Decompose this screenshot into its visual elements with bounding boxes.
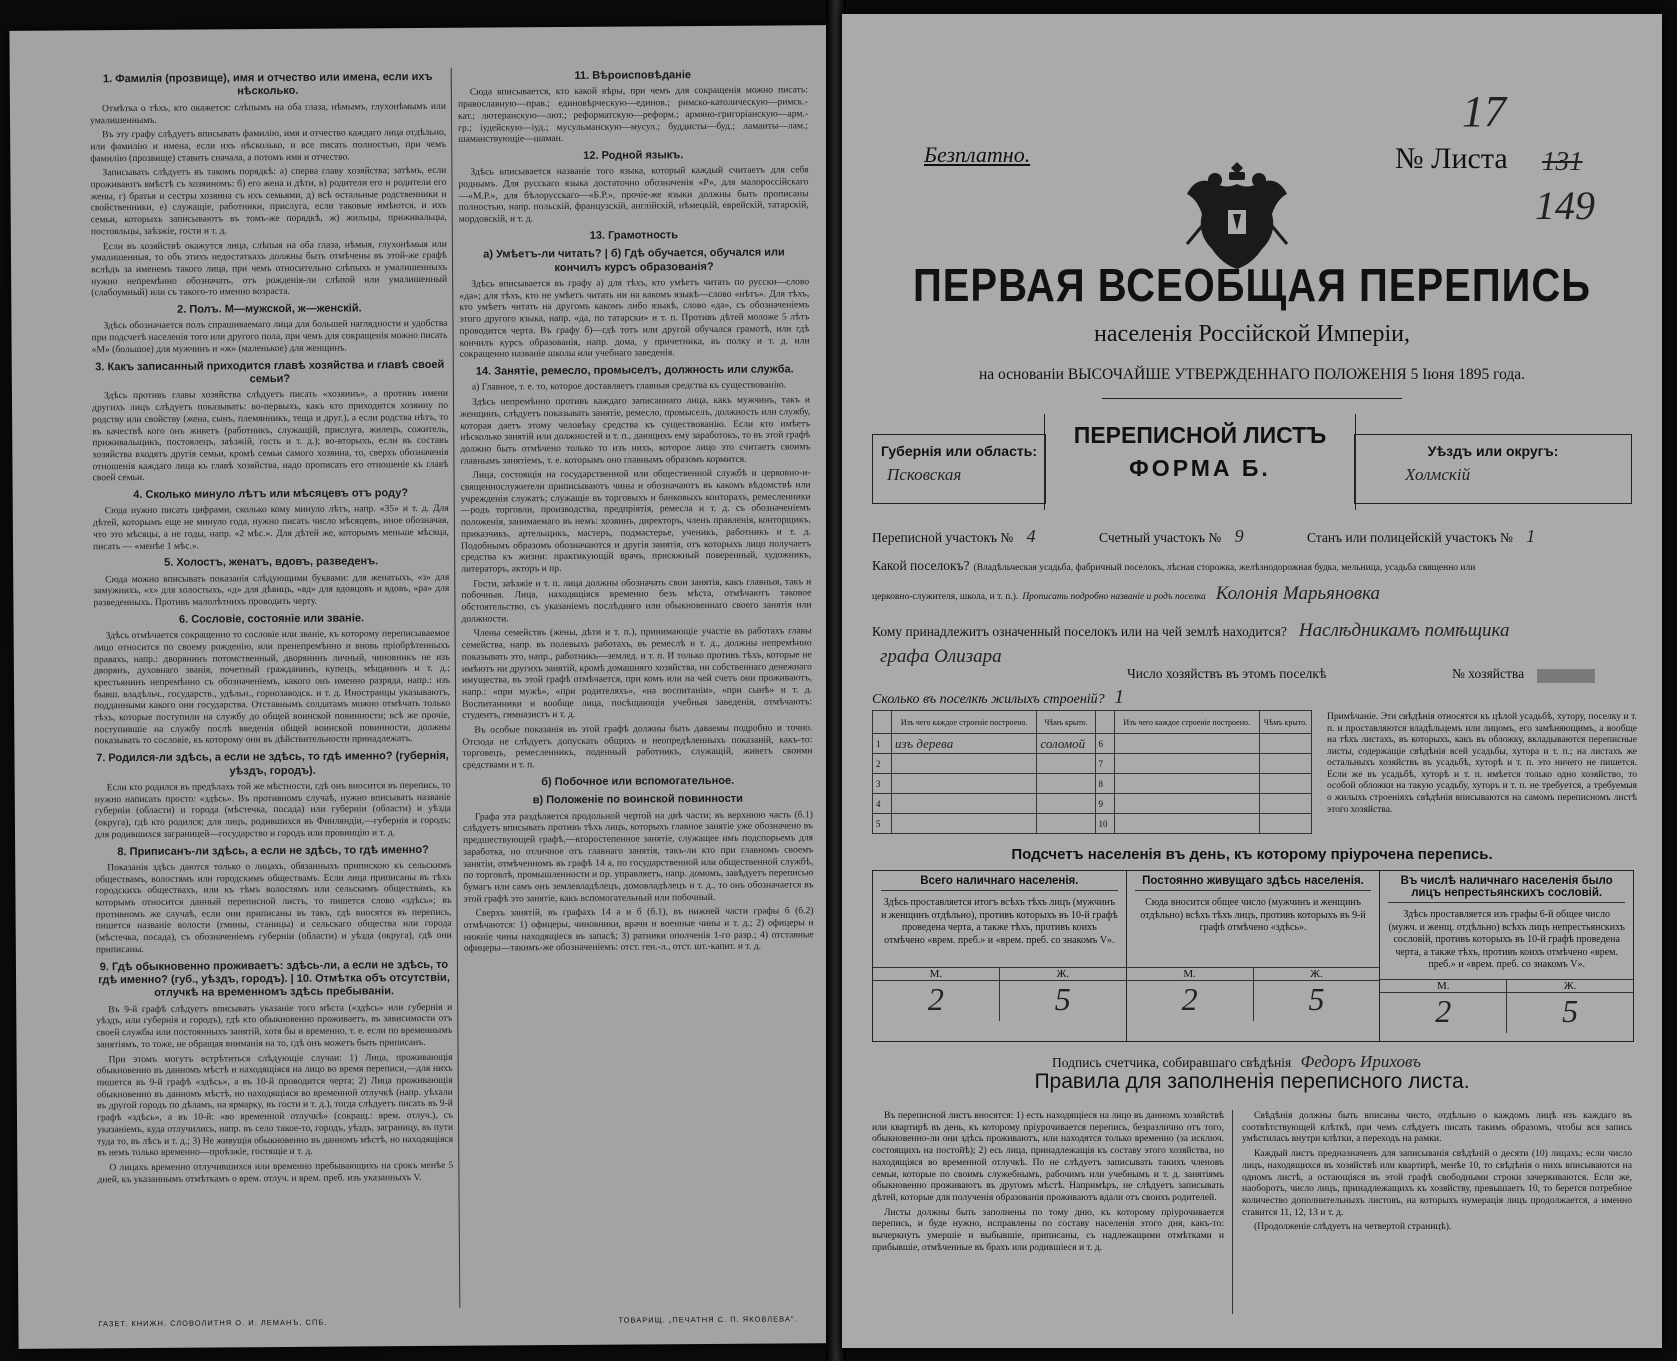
count-column-body: Сюда вносится общее число (мужчинъ и женщинъ отдѣльно) всѣхъ тѣхъ лицъ, противъ которыхъ въ 9-й графѣ отмѣчено «здѣсь». (1140, 897, 1366, 933)
district-line (872, 526, 1632, 547)
count-district-value: 9 (1234, 526, 1244, 546)
material-cell (892, 754, 1037, 774)
count-column-head: Въ числѣ наличнаго населенія было лицъ непрестьянскихъ сословій. (1388, 875, 1625, 903)
buildings-header-cell: Чѣмъ крыто. (1259, 711, 1311, 734)
owner-value-1: Наслѣдникамъ помѣщика (1298, 620, 1510, 641)
row-number: 6 (1095, 734, 1114, 754)
rules-title: Правила для заполненія переписного листа. (1034, 1070, 1470, 1093)
buildings-grid (872, 710, 1312, 834)
households-label: Число хозяйствъ въ этомъ поселкѣ (1127, 666, 1327, 681)
buildings-header-cell: Изъ чего каждое строеніе построено. (892, 711, 1037, 734)
rules-column-2 (1242, 1110, 1632, 1236)
count-values-row (873, 981, 1126, 1021)
instruction-paragraph: Графа эта раздѣляется продольной чертой на двѣ части; въ верхнюю часть (б.1) слѣдуетъ вписывать противъ тѣхъ лицъ, которыхъ главное занятіе уже обозначено въ предшествующей графѣ,—второстепенное занятіе, служащее имъ подспорьемъ для заработка, но отличное отъ главнаго занятія, такъ-ли кто при главномъ своемъ занятіи, отмѣченномъ въ графѣ 14 а, по государственной или общественной службѣ, по торговлѣ, промышленности и пр. управляетъ, напр. домомъ, завѣдуетъ переписью бумагъ или самъ онъ землевладѣлецъ, домовладѣлецъ и т. д., то онъ обозначается въ этой графѣ это занятіе, какъ вспомогательный или побочный. (462, 808, 814, 905)
row-number: 1 (873, 734, 892, 754)
census-subtitle: населенія Россійской Имперіи, (1094, 321, 1410, 347)
instruction-heading: в) Положеніе по воинской повинности (532, 793, 743, 807)
rules-column-1 (872, 1110, 1224, 1256)
male-count: 2 (873, 981, 1000, 1021)
instruction-paragraph: Здѣсь противъ главы хозяйства слѣдуетъ писать «хозяинъ», а противъ имени другихъ лицъ слѣдуетъ показывать: во-первыхъ, какъ кто приходится хозяину по родству или свойству (жена, сынъ, племянникъ, теща и друг.), а если родства нѣтъ, то въ качествѣ кого онъ живетъ (работникъ, служащій, прислуга, жилецъ, сожитель, приживальщикъ, постоялецъ, заѣзжій, гость и т. д.); во-вторыхъ, если въ составъ хозяйства входятъ другія семьи, кромѣ семьи самого хозяина, то, сверхъ обозначенія отношенія каждаго лица къ главѣ хозяйства, надо прописать его отношеніе къ главѣ своей семьи. (92, 388, 449, 484)
stan-label: Станъ или полицейскій участокъ № (1307, 530, 1513, 545)
material-cell (1114, 754, 1259, 774)
row-number: 2 (873, 754, 892, 774)
material-cell (1114, 774, 1259, 794)
material-cell (1114, 734, 1259, 754)
instruction-paragraph: Въ особые показанія въ этой графѣ должны быть даваемы подробно и точно. Отсюда не слѣдуетъ допускать общихъ и неопредѣленныхъ показаній, какъ-то: торговецъ, ремесленникъ, поденный работникъ, служащій, живетъ своими средствами и т. п. (462, 722, 813, 771)
census-district-label: Переписной участокъ № (872, 530, 1014, 545)
instructions-column-2 (458, 63, 814, 958)
material-cell (892, 814, 1037, 834)
row-number: 7 (1095, 754, 1114, 774)
census-form-page (842, 14, 1662, 1348)
signature-row (1052, 1052, 1421, 1072)
guberniya-value: Псковская (887, 465, 962, 484)
count-values-row (1127, 981, 1380, 1021)
roof-cell (1037, 814, 1095, 834)
instruction-paragraph: Отмѣтка о тѣхъ, кто окажется: слѣпымъ на оба глаза, нѣмымъ, глухонѣмымъ или умалишеннымъ. (89, 100, 446, 126)
rules-paragraph: Листы должны быть заполнены по тому дню, къ которому пріурочивается перепись, и буде нужно, исправлены по составу населенія этого дня, какъ-то: вычеркнуть умершіе и выбывшіе, приписаны, съ надлежащими отмѣтками и прибывшіе, отмѣченные въ брахъ или родившіеся и т. д. (872, 1206, 1224, 1253)
buildings-header-cell (873, 711, 892, 734)
row-number: 4 (873, 794, 892, 814)
female-count: 5 (1562, 993, 1579, 1029)
census-title: ПЕРВАЯ ВСЕОБЩАЯ ПЕРЕПИСЬ (913, 260, 1591, 312)
instruction-paragraph: Показанія здѣсь даются только о лицахъ, обязанныхъ припискою къ сельскимъ обществамъ, волостямъ или городскимъ обществамъ. Если лица приписаны въ тѣхъ городскихъ обществахъ, или къ тѣмъ волостямъ или сельскимъ обществамъ, къ которымъ относится данный переписной листъ, то пишется слово «здѣсь»; въ противномъ же случаѣ, если они приписаны въ такъ, гдѣ вносятся въ перепись, пишется названіе волости (гмины, станицы) и сельскаго общества или города (мѣстечка, посада), съ обозначеніемъ губерніи (области) и уѣзда (округа), гдѣ они приписаны. (95, 859, 452, 956)
free-of-charge-label: Безплатно. (924, 142, 1031, 167)
count-column (873, 871, 1127, 1041)
instruction-heading: 7. Родился-ли здѣсь, а если не здѣсь, то гдѣ именно? (губернія, уѣздъ, городъ). (96, 750, 449, 777)
female-label: Ж. (1310, 968, 1323, 980)
count-column-head: Всего наличнаго населенія. (881, 875, 1118, 891)
uezd-label: Уѣздъ или округъ: (1427, 443, 1559, 459)
stan-value: 1 (1526, 526, 1536, 546)
uezd-box (1354, 434, 1632, 504)
instruction-paragraph: Въ 9-й графѣ слѣдуетъ вписывать указаніе того мѣста («здѣсь» или губернія и уѣздъ, или губернія и городъ), гдѣ кто обыкновенно проживаетъ, въ зависимости отъ своей службы или постоянныхъ занятій, хотя бы и временно, т. е. если по временнымъ занятіямъ, то тоже, не обращая вниманія на то, гдѣ онъ можетъ быть приписанъ. (96, 1001, 453, 1051)
roof-cell (1259, 814, 1311, 834)
material-cell (892, 794, 1037, 814)
uezd-value: Холмскій (1405, 465, 1471, 484)
signature-label: Подпись счетчика, собиравшаго свѣдѣнія (1052, 1055, 1292, 1070)
count-district-label: Счетный участокъ № (1099, 530, 1222, 545)
buildings-header-cell: Чѣмъ крыто. (1037, 711, 1095, 734)
instruction-heading: б) Побочное или вспомогательное. (541, 774, 735, 789)
household-number-redacted (1537, 669, 1595, 683)
instruction-heading: 3. Какъ записанный приходится главѣ хозяйства и главѣ своей семьи? (95, 358, 445, 386)
count-column (1127, 871, 1381, 1041)
material-cell (892, 774, 1037, 794)
roof-cell (1259, 774, 1311, 794)
instruction-paragraph: Здѣсь непремѣнно противъ каждаго записаннаго лица, какъ мужчинъ, такъ и женщинъ, слѣдуетъ показывать занятіе, ремесло, промыселъ, должность или службу, которая даетъ этому человѣку средства къ существованію. Если кто имѣетъ нѣсколько занятій или должностей и т. п., дающихъ ему заработокъ, то въ этой графѣ должно быть отмѣчено только то изъ нихъ, которое лицо это считаетъ своимъ главнымъ занятіемъ, т. е. которымъ оно главнымъ образомъ кормится. (460, 394, 811, 467)
roof-cell (1037, 794, 1095, 814)
instruction-paragraph: Сюда нужно писать цифрами, сколько кому минуло лѣтъ, напр. «35» и т. д. Для дѣтей, которымъ еще не минуло года, нужно писать число мѣсяцевъ, иное обозначая, что это мѣсяцы, а не годы, напр. «2 мѣс.». Для дѣтей же, которымъ меньше мѣсяца, писать — «менѣе 1 мѣс.». (92, 503, 449, 552)
double-headed-eagle-icon (1177, 154, 1297, 274)
male-count: 2 (1127, 981, 1254, 1021)
instruction-heading: 5. Холостъ, женатъ, вдовъ, разведенъ. (164, 555, 379, 570)
population-count-table (872, 870, 1634, 1042)
count-values-row (1380, 993, 1633, 1033)
table-row (873, 814, 1312, 834)
separator-line (1102, 398, 1402, 399)
count-column-body: Здѣсь проставляется итогъ всѣхъ тѣхъ лицъ (мужчинъ и женщинъ отдѣльно), противъ которыхъ въ 10-й графѣ проведена черта, а также тѣхъ, противъ коихъ отмѣчено «врем. преб.» и «врем. преб. со знакомъ V». (881, 897, 1118, 946)
instruction-heading: 14. Занятіе, ремесло, промыселъ, должность или служба. (475, 363, 794, 378)
table-row (873, 754, 1312, 774)
row-number: 8 (1095, 774, 1114, 794)
female-count: 5 (1054, 981, 1071, 1017)
instruction-heading: а) Умѣетъ-ли читать? | б) Гдѣ обучается, обучался или кончилъ курсъ образованія? (483, 246, 785, 274)
instruction-paragraph: а) Главное, т. е. то, которое доставляетъ главныя средства къ существованію. (471, 379, 787, 394)
row-number: 10 (1095, 814, 1114, 834)
instruction-heading: 11. Вѣроисповѣданіе (574, 69, 692, 82)
buildings-header-cell: Изъ чего каждое строеніе построено. (1114, 711, 1259, 734)
sex-labels-row (1127, 967, 1380, 981)
signature-value: Федоръ Ириховъ (1300, 1052, 1421, 1071)
roof-cell: соломой (1037, 734, 1095, 754)
population-count-title: Подсчетъ населенія въ день, къ которому пріурочена перепись. (1011, 846, 1493, 863)
guberniya-label: Губернія или область: (880, 443, 1038, 459)
sex-labels-row (1380, 979, 1633, 993)
sheet-number-label: № Листа (1395, 142, 1508, 175)
row-number: 9 (1095, 794, 1114, 814)
instruction-heading: 4. Сколько минуло лѣтъ или мѣсяцевъ отъ роду? (133, 487, 409, 502)
instruction-paragraph: Лица, состоящія на государственной или общественной службѣ и церковно-и-священнослужители приписываютъ чины и обозначаютъ въ какомъ вѣдомствѣ или учрежденіи служатъ; служащіе въ торговыхъ и банковыхъ конторахъ, ремесленники—родъ торговли, производства, предпріятія, ремесла и т. д. съ обозначеніемъ положенія, занимаемаго въ немъ: хозяинъ, директоръ, членъ правленія, конторщикъ, приказчикъ, артельщикъ, мастеръ, подмастерье, ученикъ, работникъ и т. д. Подобнымъ образомъ обозначаются и другія занятія, отъ которыхъ лицо получаетъ средства къ жизни: практикующій врачъ, присяжный поверенный, художникъ, литераторъ, акторъ и пр. (460, 467, 812, 575)
roof-cell (1037, 754, 1095, 774)
instruction-paragraph: Здѣсь отмѣчается сокращенно то сословіе или званіе, къ которому переписываемое лицо относится по своему рожденію, или пренепремѣнно и вновь пріобрѣтенныхъ правахъ, напр.: дворянинъ потомственный, дворянинъ личный, чиновникъ не изъ дворянъ, духовнаго званія, почетный гражданинъ, купецъ, мѣщанинъ и т. д.; крестьянинъ непремѣнно съ обозначеніемъ, какого онъ именно разряда, напр.: изъ бывш. владѣльч., государств., удѣльн., горнозаводск. и т. д. Иностранцы указываютъ, подданными какого они государства. Отставнымъ солдатамъ можно отмѣчать только тѣхъ, которые поступили на службу до общей воинской повинности; всѣ же прочіе, поступившіе на службу послѣ введенія общей воинской повинности, должны показывать то сословіе, къ которому они въ дѣйствительности принадлежатъ. (93, 627, 451, 747)
row-number: 5 (873, 814, 892, 834)
buildings-value: 1 (1114, 686, 1125, 708)
material-cell (1114, 814, 1259, 834)
table-row (873, 734, 1312, 754)
rules-paragraph: (Продолженіе слѣдуетъ на четвертой страницѣ). (1254, 1221, 1452, 1233)
form-letter: ФОРМА Б. (1129, 455, 1271, 481)
instruction-heading: 9. Гдѣ обыкновенно проживаетъ: здѣсь-ли, а если не здѣсь, то гдѣ именно? (губ., уѣздъ, городъ). | 10. Отмѣтка объ отсутствіи, отлучкѣ на временномъ здѣсь пребываніи. (98, 958, 450, 1000)
count-column-head: Постоянно живущаго здѣсь населенія. (1135, 875, 1372, 891)
settlement-hint-1: (Владѣльческая усадьба, фабричный поселокъ, лѣсная сторожка, желѣзнодорожная будка, мельница, усадьба священно или (973, 563, 1476, 573)
census-district-value: 4 (1026, 526, 1036, 546)
legal-basis-line: на основаніи ВЫСОЧАЙШЕ УТВЕРЖДЕННАГО ПОЛОЖЕНІЯ 5 Іюня 1895 года. (978, 366, 1526, 383)
printer-imprint-left: ГАЗЕТ. КНИЖН. СЛОВОЛИТНЯ О. И. ЛЕМАНЪ, СПБ. (98, 1317, 328, 1329)
buildings-header-row (873, 711, 1312, 734)
female-label: Ж. (1563, 980, 1577, 992)
sheet-number-value: 131 (1542, 146, 1583, 176)
buildings-label: Сколько въ поселкѣ жилыхъ строеній? (872, 692, 1105, 707)
buildings-count-row (872, 686, 1124, 709)
instruction-paragraph: Если кто родился въ предѣлахъ той же мѣстности, гдѣ онъ вносится въ перепись, то нужно написать просто: «здѣсь». Въ противномъ случаѣ, нужно вписывать названіе губерніи (области) и города (мѣстечка, посада) или губерніи (области) и уѣзда (округа), гдѣ кто родился; для лицъ, родившихся въ Финляндіи,—губернія и городъ; для родившихся заграницей—государство и городъ или провинцію и т. д. (94, 779, 451, 841)
left-instructions-page (9, 25, 836, 1349)
rules-paragraph: Каждый листъ предназначенъ для записыванія свѣдѣній о десяти (10) лицахъ; если число лицъ, находящихся въ хозяйствѣ или квартирѣ, менѣе 10, то свѣдѣнія о нихъ вписываются на одномъ листѣ, а остающіяся въ этой графѣ свободными строки зачеркиваются. Если же, наоборотъ, число лицъ, принадлежащихъ къ хозяйству, превышаетъ 10, то берется потребное количество дополнительныхъ листовъ, на которыхъ нумерація лицъ продолжается, а именно ставится 11, 12, 13 и т. д. (1242, 1148, 1632, 1218)
instruction-paragraph: Записывать слѣдуетъ въ такомъ порядкѣ: а) сперва главу хозяйства; затѣмъ, если проживаютъ вмѣстѣ съ хозяиномъ: б) его жена и дѣти, в) родители его и родители его жены, г) братья и сестры хозяина съ ихъ семьями, д) всѣ остальные родственники и свойственники, е) служащіе, работники, прислуга, если таковые имѣются, и ихъ семьи, которыхъ записываютъ въ томъ-же порядкѣ, ж) жильцы, приживальцы, постояльцы, заѣзжіе, гости и т. д. (90, 165, 447, 238)
owner-block (872, 620, 1632, 672)
household-number-label: № хозяйства (1452, 666, 1525, 681)
form-title: ПЕРЕПИСНОЙ ЛИСТЪ (1073, 422, 1327, 448)
buildings-table (872, 710, 1312, 834)
instruction-paragraph: О лицахъ временно отлучившихся или временно пребывающихъ на срокъ менѣе 5 дней, къ указаннымъ отмѣткамъ о врем. отлуч. и врем. преб. изъ указанныхъ V. (97, 1159, 454, 1185)
printer-imprint-right: ТОВАРИЩ. „ПЕЧАТНЯ С. П. ЯКОВЛЕВА". (618, 1314, 798, 1325)
handwritten-sheet-number: 149 (1535, 183, 1595, 228)
instruction-paragraph: Здѣсь вписывается въ графу а) для тѣхъ, кто умѣетъ читать по русски—слово «да»; для тѣхъ, кто не умѣетъ читать ни на какомъ языкѣ—слово «нѣтъ». Для тѣхъ, кто умѣетъ читать на другомъ какомъ либо языкѣ, слово «да», съ обозначеніемъ этого другого языка, напр. «да, по татарски» и т. п. Противъ дѣтей моложе 5 лѣтъ проводится черта. Въ графу б)—гдѣ тотъ или другой обучался грамотѣ, или гдѣ кончилъ курсъ образованія, напр. дома, у причетника, въ полку и т. д. или сокращенно названіе школы или учебнаго заведенія. (459, 276, 810, 361)
instruction-paragraph: Здѣсь обозначается полъ спрашиваемаго лица для большей наглядности и удобства при подсчетѣ населенія того или другого пола, при чемъ для сокращенія можно писать «М» (большое) для мужчинъ и «ж» (маленькое) для женщинъ. (91, 318, 448, 356)
instruction-paragraph: Члены семействъ (жены, дѣти и т. п.), принимающіе участіе въ работахъ главы семейства, напр. въ полевыхъ работахъ, въ ремеслѣ и т. д., должны непремѣнно показывать это, напр., работникъ—землед. и т. п. И только противъ тѣхъ, которые не имѣютъ ни другихъ занятій, кромѣ домашняго хозяйства, ни собственнаго денежнаго имущества, въ этой графѣ отмѣчается, при комъ или на чей счетъ они проживаютъ, напр.: «при мужѣ», «при родителяхъ», «на воспитаніи», «при сынѣ» и т. д. Воспитанники и вообще лица, посѣщающія учебныя заведенія, отмѣчаютъ: студентъ, гимназистъ и т. д. (461, 625, 813, 722)
male-count: 2 (1380, 993, 1507, 1033)
roof-cell (1259, 794, 1311, 814)
row-number: 3 (873, 774, 892, 794)
instruction-heading: 2. Полъ. М—мужской, ж—женскій. (177, 302, 362, 316)
form-title-box (1044, 414, 1356, 510)
material-cell: изъ дерева (892, 734, 1037, 754)
guberniya-box (872, 434, 1046, 504)
settlement-label: Какой поселокъ? (872, 558, 970, 573)
instruction-heading: 6. Сословіе, состояніе или званіе. (178, 612, 365, 626)
settlement-hint-3: Прописать подробно названіе и родъ поселка (1022, 591, 1206, 602)
roof-cell (1037, 774, 1095, 794)
owner-label: Кому принадлежитъ означенный поселокъ или на чей землѣ находится? (872, 624, 1287, 639)
settlement-value: Колонія Марьяновка (1215, 582, 1381, 604)
handwritten-corner-number: 17 (1462, 87, 1506, 136)
instruction-paragraph: Сверхъ занятій, въ графахъ 14 а и б (б.1), въ нижней части графы б (б.2) отмѣчаются: 1) офицеры, чиновники, врачи и военные чины и т. д.; 2) офицеры и нижніе чины находящіеся въ запасѣ; 3) ратники ополченія 1-го разр.; 4) отставные офицеры—такимъ-же обозначеніемъ: отст. ген.-л., отст. шт.-капит. и т. д. (463, 905, 814, 955)
instruction-paragraph: Здѣсь вписывается названіе того языка, который каждый считаетъ для себя роднымъ. Для русскаго языка достаточно обозначенія «Р», для малороссійскаго—«М.Р.», для бѣлорусскаго—«Б.Р.», прочіе-же языки должны быть прописаны полностью, напр. польскій, французскій, англійскій, нѣмецкій, еврейскій, татарскій, мордовскій, и т. д. (458, 164, 809, 225)
instructions-column-1 (90, 66, 454, 1189)
female-count: 5 (1308, 981, 1325, 1017)
roof-cell (1259, 754, 1311, 774)
male-label: М. (1127, 968, 1254, 980)
instruction-paragraph: Сюда вписывается, кто какой вѣры, при чемъ для сокращенія можно писать: православную—прав.; единовѣрческую—единов.; римско-католическую—римск.-кат.; лютеранскую—лют.; реформатскую—реформ.; армяно-григоріанскую—арм.-гр.; іудейскую—іуд.; мусульманскую—мусул.; буддисты—буд.; ламаиты—лам.; шаманствующіе—шаман. (457, 84, 809, 145)
instruction-paragraph: Если въ хозяйствѣ окажутся лица, слѣпыя на оба глаза, нѣмыя, глухонѣмыя или умалишенныя, то объ этихъ недостаткахъ должны быть отмѣчены въ этой-же графѣ вслѣдъ за именемъ такого лица, при чемъ относительно слѣпыхъ и умалишенныхъ нужно непремѣнно обозначать, отъ рожденія-ли слѣпой или умалишенный (слабоумный) или съ такого-то именно возраста. (90, 238, 448, 299)
rules-paragraph: Свѣдѣнія должны быть вписаны чисто, отдѣльно о каждомъ лицѣ изъ каждаго въ соотвѣтствующей клѣткѣ, при чемъ слѣдуетъ писать такимъ образомъ, чтобы вся запись умѣстилась внутри клѣтки, а переходъ на рамки. (1242, 1110, 1632, 1145)
instruction-paragraph: При этомъ могутъ встрѣтиться слѣдующіе случаи: 1) Лица, проживающія обыкновенно въ данномъ мѣстѣ и находящіяся на лицо во время переписи,—для нихъ пишется въ 9-й графѣ «здѣсь», а въ 10-й проводится черта; 2) Лица проживающія обыкновенно въ данномъ мѣстѣ, но находящіяся во временной отлучкѣ (напр. уѣхали въ другой городъ по дѣламъ, на ярмарку, въ гости и т. д.), тогда слѣдуетъ писать въ 9-й графѣ «здѣсь», а въ 10-й: «во временной отлучкѣ» (сокращ.: врем. отлуч.), съ указаніемъ, куда отлучились, напр. въ село такое-то, городъ, уѣздъ, заграницу, въ пути туда то, въ лѣсъ и т. д.; 3) Не живущія обыкновенно въ данномъ мѣстѣ, но находящіяся въ немъ только временно—проѣзжіе, гостящіе и т. д. (96, 1051, 454, 1159)
instruction-heading: 12. Родной языкъ. (583, 149, 684, 162)
instruction-paragraph: Гости, заѣзжіе и т. п. лица должны обозначать свои занятія, какъ главныя, такъ и побочныя. Лица, находящіяся временно безъ мѣста, отмѣчаютъ таковое обстоятельство, съ указаніемъ послѣдняго или обыкновеннаго своего занятія или должности. (461, 575, 812, 625)
count-column-body: Здѣсь проставляется изъ графы 6-й общее число (мужч. и женщ. отдѣльно) всѣхъ лицъ непрестьянскихъ сословій, противъ которыхъ въ 10-й графѣ проведена черта, а также тѣхъ, противъ коихъ отмѣчено «врем. преб.» и «врем. преб. со знакомъ V». (1388, 909, 1625, 970)
table-row (873, 794, 1312, 814)
instruction-heading: 1. Фамилія (прозвище), имя и отчество или имена, если ихъ нѣсколько. (102, 70, 433, 98)
buildings-note: Примѣчаніе. Эти свѣдѣнія относятся къ цѣлой усадьбѣ, хутору, поселку и т. п. и проставляются владѣльцемъ или лицомъ, его замѣняющимъ, а вообще на тѣхъ листахъ, въ которыхъ, какъ въ обложку, вкладываются переписные листы, содержащіе свѣдѣнія всей усадьбы, хутора и т. п.; на листахъ же остальныхъ хозяйствъ въ усадьбѣ, хуторѣ и т. п. это ничего не пишется. Если же въ усадьбѣ, хуторѣ и т. п. имѣется только одно хозяйство, то особой обложки на такую усадьбу, хуторъ и т. п. не требуется, а требуемыя о жилыхъ строеніяхъ свѣдѣнія вписываются на самомъ переписномъ листѣ этого хозяйства. (1327, 712, 1637, 815)
settlement-block (872, 554, 1632, 608)
table-row (873, 774, 1312, 794)
instruction-paragraph: Сюда можно вписывать показанія слѣдующими буквами: для женатыхъ, «з» для замужнихъ, «х» для холостыхъ, «д» для дѣвицъ, «вд» для вдовцовъ и вдовъ, «ра» для разведенныхъ. Противъ малолѣтнихъ проводить черту. (93, 571, 450, 609)
male-label: М. (1380, 980, 1507, 992)
owner-value-2: графа Олизара (880, 646, 1002, 667)
male-label: М. (873, 968, 1000, 980)
female-label: Ж. (1056, 968, 1070, 980)
instruction-heading: 8. Приписанъ-ли здѣсь, а если не здѣсь, то гдѣ именно? (117, 843, 429, 858)
buildings-header-cell (1095, 711, 1114, 734)
instruction-heading: 13. Грамотность (589, 229, 679, 242)
material-cell (1114, 794, 1259, 814)
sex-labels-row (873, 967, 1126, 981)
instruction-paragraph: Въ эту графу слѣдуетъ вписывать фамилію, имя и отчество каждаго лица отдѣльно, или фамилію и имена, если ихъ нѣсколько, и все писать полностью, при чемъ фамилію (прозвище) ставить сначала, а потомъ имя и отчество. (90, 127, 447, 164)
roof-cell (1259, 734, 1311, 754)
count-column (1380, 871, 1633, 1041)
rules-divider (1232, 1110, 1233, 1314)
rules-paragraph: Въ переписной листъ вносятся: 1) есть находящіеся на лицо въ данномъ хозяйствѣ или квартирѣ въ день, къ которому пріурочивается перепись, безразлично отъ того, обыкновенно-ли они здѣсь проживаютъ, или находятся только временно (за исключ. состоящихъ на постойѣ); 2) есь лица, принадлежащія къ составу этого хозяйства, но находящіяся во временной отлучкѣ. По не слѣдуетъ записывать такихъ членовъ семьи, которые по своимъ служебнымъ, рабочимъ или учебнымъ и т. д. занятіямъ обыкновенно проживаютъ въ другомъ мѣстѣ. Напримѣръ, не слѣдуетъ записывать дѣтей, которые для полученія образованія проживаютъ вдали отъ своихъ родителей. (872, 1110, 1224, 1203)
settlement-hint-2: церковно-служителя, школа, и т. п.). (872, 591, 1019, 602)
